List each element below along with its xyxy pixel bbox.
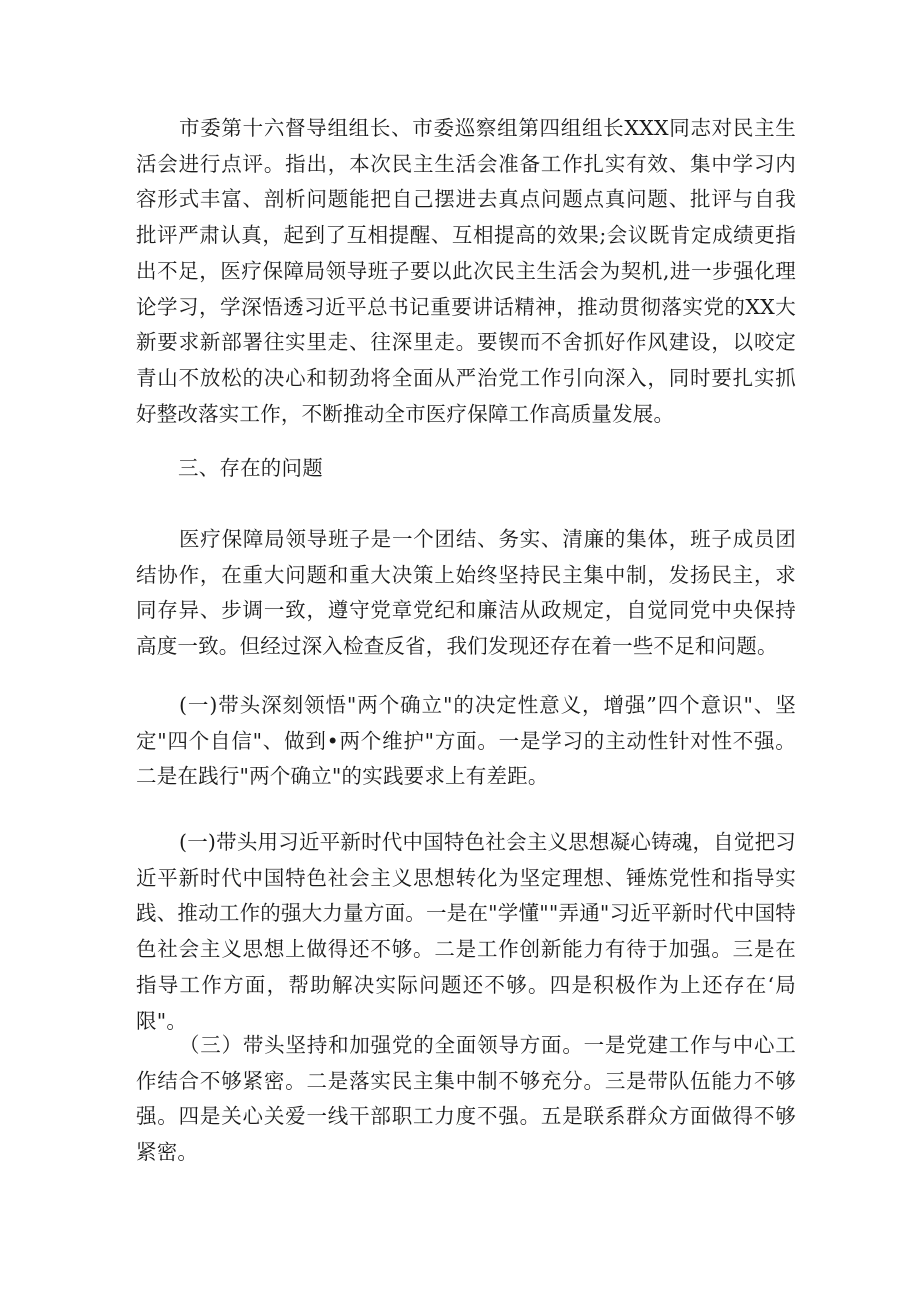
paragraph-issue-3: （三）带头坚持和加强党的全面领导方面。一是党建工作与中心工作结合不够紧密。二是落实民主集中制不够充分。三是带队伍能力不够强。四是关心关爱一线干部职工力度不强。五是联系群众方面做得不够紧密。 (136, 1033, 796, 1165)
paragraph-issue-2: (一)带头用习近平新时代中国特色社会主义思想凝心铸魂，自觉把习近平新时代中国特色社会主义思想转化为坚定理想、锤炼党性和指导实践、推动工作的强大力量方面。一是在"学懂""弄通"习近平新时代中国特色社会主义思想上做得还不够。二是工作创新能力有待于加强。三是在指导工作方面，帮助解决实际问题还不够。四是积极作为上还存在‘局限"。 (136, 830, 796, 1033)
paragraph-leadership-overview: 医疗保障局领导班子是一个团结、务实、清廉的集体，班子成员团结协作，在重大问题和重大决策上始终坚持民主集中制，发扬民主，求同存异、步调一致，遵守党章党纪和廉洁从政规定，自觉同党中央保持高度一致。但经过深入检查反省，我们发现还存在着一些不足和问题。 (136, 527, 796, 659)
paragraph-review-comments: 市委第十六督导组组长、市委巡察组第四组组长XXX同志对民主生活会进行点评。指出，本次民主生活会准备工作扎实有效、集中学习内容形式丰富、剖析问题能把自己摆进去真点问题点真问题、批评与自我批评严肃认真，起到了互相提醒、互相提高的效果;会议既肯定成绩更指出不足，医疗保障局领导班子要以此次民主生活会为契机,进一步强化理论学习，学深悟透习近平总书记重要讲话精神，推动贯彻落实党的XX大新要求新部署往实里走、往深里走。要锲而不舍抓好作风建设，以咬定青山不放松的决心和韧劲将全面从严治党工作引向深入，同时要扎实抓好整改落实工作，不断推动全市医疗保障工作高质量发展。 (136, 116, 796, 426)
section-heading: 三、存在的问题 (178, 456, 323, 480)
paragraph-issue-1: (一)带头深刻领悟"两个确立"的决定性意义，增强”四个意识"、坚定"四个自信"、做到•两个维护"方面。一是学习的主动性针对性不强。二是在践行"两个确立"的实践要求上有差距。 (136, 693, 796, 789)
